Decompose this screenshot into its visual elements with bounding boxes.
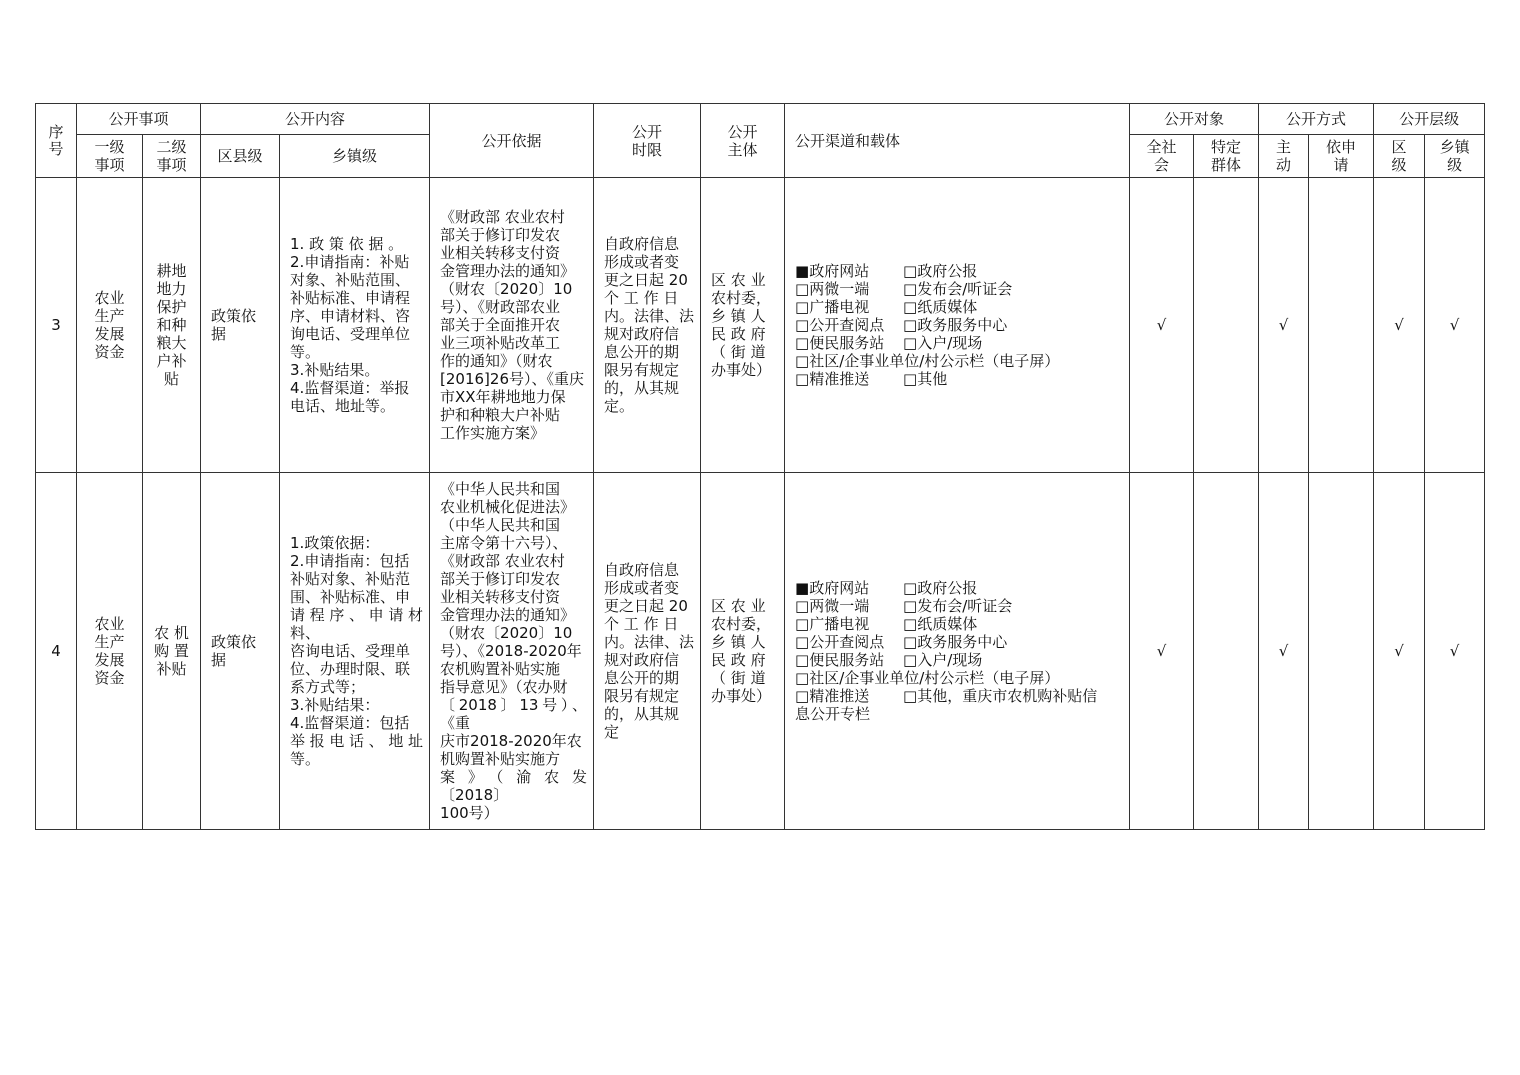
channel-option: □精准推送 xyxy=(795,687,870,705)
channel-option: □公开查阅点 xyxy=(795,316,885,334)
row-seq: 3 xyxy=(36,178,77,473)
channel-list xyxy=(795,579,1123,723)
channel-option: ■政府网站 xyxy=(795,262,870,280)
channel-option: □纸质媒体 xyxy=(903,615,978,633)
channel-option: ■政府网站 xyxy=(795,579,870,597)
row-all-society: √ xyxy=(1130,473,1194,830)
row-level2: 耕地 地力 保护 和种 粮大 户补 贴 xyxy=(143,178,201,473)
row-district: 政策依 据 xyxy=(201,178,280,473)
row-basis: 《财政部 农业农村 部关于修订印发农 业相关转移支付资 金管理办法的通知》 （财农〔2020〕10 号）、《财政部农业 部关于全面推开农 业三项补贴改革工 作的通知》（财农 [2016]26号）、《重庆 市XX年耕地地力保 护和种粮大户补贴 工作实施方案》 xyxy=(430,178,594,473)
header-town-level: 乡镇 级 xyxy=(1425,135,1485,178)
row-seq: 4 xyxy=(36,473,77,830)
header-basis: 公开依据 xyxy=(430,104,594,178)
row-level1: 农业 生产 发展 资金 xyxy=(77,178,143,473)
row-limit: 自政府信息 形成或者变 更之日起 20 个 工 作 日 内。法律、法 规对政府信 息公开的期 限另有规定 的，从其规 定 xyxy=(594,473,701,830)
row-channels xyxy=(785,178,1130,473)
channel-option: □政府公报 xyxy=(903,262,978,280)
header-scope: 公开层级 xyxy=(1374,104,1485,135)
row-all-society: √ xyxy=(1130,178,1194,473)
header-row-1 xyxy=(36,104,1485,135)
channel-option: □便民服务站 xyxy=(795,334,885,352)
row-active: √ xyxy=(1259,473,1309,830)
channel-option: □政务服务中心 xyxy=(903,633,1008,651)
row-active: √ xyxy=(1259,178,1309,473)
header-subject: 公开 主体 xyxy=(701,104,785,178)
channel-option: □两微一端 xyxy=(795,597,870,615)
row-district-level: √ xyxy=(1374,178,1425,473)
header-all-society: 全社 会 xyxy=(1130,135,1194,178)
channel-option: □纸质媒体 xyxy=(903,298,978,316)
channel-list xyxy=(795,262,1123,388)
channel-option: □政务服务中心 xyxy=(903,316,1008,334)
channel-option: □社区/企事业单位/村公示栏（电子屏） xyxy=(795,669,1060,687)
disclosure-table xyxy=(35,103,1485,830)
table-row xyxy=(36,178,1485,473)
row-town: 1. 政 策 依 据 。 2.申请指南：补贴 对象、补贴范围、 补贴标准、申请程 序、申请材料、咨 询电话、受理单位 等。 3.补贴结果。 4.监督渠道：举报 电话、地址等。 xyxy=(280,178,430,473)
channel-option: □社区/企事业单位/村公示栏（电子屏） xyxy=(795,352,1060,370)
row-apply xyxy=(1309,178,1374,473)
channel-option: □发布会/听证会 xyxy=(903,280,1013,298)
header-content: 公开内容 xyxy=(201,104,430,135)
header-town: 乡镇级 xyxy=(280,135,430,178)
header-specific: 特定 群体 xyxy=(1194,135,1259,178)
row-town-level: √ xyxy=(1425,178,1485,473)
channel-option: □两微一端 xyxy=(795,280,870,298)
channel-option: 息公开专栏 xyxy=(795,705,871,723)
header-level2: 二级 事项 xyxy=(143,135,201,178)
channel-option: □政府公报 xyxy=(903,579,978,597)
header-method: 公开方式 xyxy=(1259,104,1374,135)
row-specific xyxy=(1194,178,1259,473)
row-district: 政策依 据 xyxy=(201,473,280,830)
header-limit: 公开 时限 xyxy=(594,104,701,178)
channel-option: □便民服务站 xyxy=(795,651,885,669)
channel-option: □入户/现场 xyxy=(903,334,983,352)
row-level1: 农业 生产 发展 资金 xyxy=(77,473,143,830)
header-seq: 序号 xyxy=(36,104,77,178)
header-level1: 一级 事项 xyxy=(77,135,143,178)
row-level2: 农 机 购 置 补贴 xyxy=(143,473,201,830)
channel-option: □其他，重庆市农机购补贴信 xyxy=(903,687,1098,705)
row-basis: 《中华人民共和国 农业机械化促进法》 （中华人民共和国 主席令第十六号）、 《财政部 农业农村 部关于修订印发农 业相关转移支付资 金管理办法的通知》 （财农〔2020〕10 号）、《2018-2020年 农机购置补贴实施 指导意见》（农办财 〔2018〕13号）、《重 庆市2018-2020年农 机购置补贴实施方 案》（渝农发〔2018〕 100号） xyxy=(430,473,594,830)
channel-option: □精准推送 xyxy=(795,370,870,388)
row-apply xyxy=(1309,473,1374,830)
row-town-level: √ xyxy=(1425,473,1485,830)
channel-option: □公开查阅点 xyxy=(795,633,885,651)
row-subject: 区 农 业 农村委， 乡 镇 人 民 政 府 （ 街 道 办事处） xyxy=(701,178,785,473)
header-channel: 公开渠道和载体 xyxy=(785,104,1130,178)
header-district: 区县级 xyxy=(201,135,280,178)
row-district-level: √ xyxy=(1374,473,1425,830)
row-town: 1.政策依据： 2.申请指南：包括 补贴对象、补贴范 围、补贴标准、申 请程序、申请材料、 咨询电话、受理单 位、办理时限、联 系方式等； 3.补贴结果： 4.监督渠道：包括 举报电话、地址等。 xyxy=(280,473,430,830)
header-district-level: 区 级 xyxy=(1374,135,1425,178)
channel-option: □其他 xyxy=(903,370,948,388)
row-limit: 自政府信息 形成或者变 更之日起 20 个 工 作 日 内。法律、法 规对政府信 息公开的期 限另有规定 的，从其规 定。 xyxy=(594,178,701,473)
channel-option: □广播电视 xyxy=(795,298,870,316)
channel-option: □入户/现场 xyxy=(903,651,983,669)
row-specific xyxy=(1194,473,1259,830)
header-apply: 依申 请 xyxy=(1309,135,1374,178)
header-target: 公开对象 xyxy=(1130,104,1259,135)
channel-option: □发布会/听证会 xyxy=(903,597,1013,615)
header-active: 主 动 xyxy=(1259,135,1309,178)
channel-option: □广播电视 xyxy=(795,615,870,633)
header-matter: 公开事项 xyxy=(77,104,201,135)
table-row xyxy=(36,473,1485,830)
row-channels xyxy=(785,473,1130,830)
row-subject: 区 农 业 农村委， 乡 镇 人 民 政 府 （ 街 道 办事处） xyxy=(701,473,785,830)
